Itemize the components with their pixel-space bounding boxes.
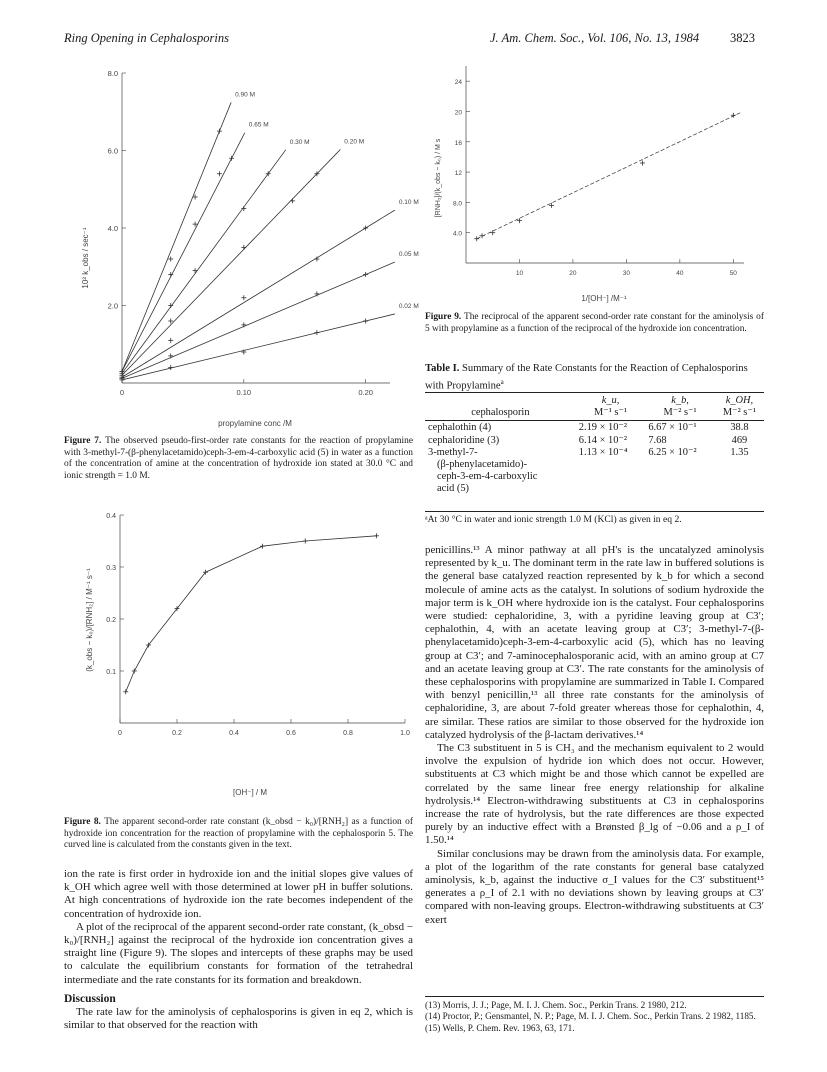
fitted-curve [126,536,377,692]
figure7-chart [70,58,420,433]
y-tick-label: 20 [454,109,462,117]
series-label: 0.20 M [344,138,365,146]
table-row: ceph-3-em-4-carboxylic [437,471,538,483]
x-tick-label: 50 [729,270,737,277]
x-tick-label: 0.6 [286,730,296,737]
table1-title [425,363,764,393]
x-tick-label: 20 [569,270,577,277]
figure8-y-axis-label: (k_obs − k₀)/[RNH₂] / M⁻¹ s⁻¹ [85,568,94,672]
x-tick-label: 0.10 [236,388,252,397]
table1-title-text: Summary of the Rate Constants for the Reaction of Cephalosporins with Propylamine [425,363,748,392]
table-header-row [425,395,764,419]
y-tick-label: 0.3 [106,565,116,572]
table-rule-top [425,392,764,393]
series-line [122,262,395,378]
footnote-15: (15) Wells, P. Chem. Rev. 1963, 63, 171. [425,1022,575,1033]
figure8-caption-text: The apparent second-order rate constant (k_obsd − k₀)/[RNH₂] as a function of hydroxide ion concentration for the reaction of propylamine with the cephalosporin 5. The curved line is calculated from the constants given in the text. [64,817,413,851]
figure7-caption-text: The observed pseudo-first-order rate constants for the reaction of propylamine with 3-methyl-7-(β-phenylacetamido)ceph-3-em-4-carboxylic acid (5) in water as a function of the concentration of amine at the concentration of hydroxide ion stated at 30.0 °C and ionic strength = 1.0 M. [64,436,413,481]
fitted-line [477,112,742,239]
figure7-x-axis-label: propylamine conc /M [218,419,292,428]
page-number: 3823 [730,31,755,45]
y-tick-label: 12 [454,170,462,178]
table1 [425,395,764,496]
figure9-chart [424,58,764,308]
footnote-rule [425,996,764,997]
x-tick-label: 40 [676,270,684,277]
x-tick-label: 0.2 [172,730,182,737]
x-tick-label: 0.8 [343,730,353,737]
figure7-y-axis-label: 10² k_obs / sec⁻¹ [81,227,90,289]
figure7-caption-label: Figure 7. [64,436,102,446]
y-tick-label: 8.0 [452,200,462,208]
table-row: cephaloridine (3) 6.14 × 10⁻² 7.68 469 [428,434,748,446]
figure8-axes [106,513,410,737]
table-row: (β-phenylacetamido)- [437,459,528,471]
journal-citation: J. Am. Chem. Soc., Vol. 106, No. 13, 1984 [490,31,700,45]
figure9-x-axis-label: 1/[OH⁻] /M⁻¹ [581,294,627,303]
table-row: 3-methyl-7- 1.13 × 10⁻⁴ 6.25 × 10⁻² 1.35 [428,446,749,458]
x-tick-label: 10 [515,270,524,277]
y-tick-label: 4.0 [452,230,462,238]
series-line [122,150,340,376]
series-label: 0.65 M [248,121,269,129]
figure8-caption [64,817,413,852]
table1-title-footnote-mark: a [500,377,504,386]
table-row: cephalothin (4) 2.19 × 10⁻² 6.67 × 10⁻¹ 38.8 [428,422,749,434]
table-header-cell: k_b, M⁻² s⁻¹ [663,395,697,419]
table-header-cell: cephalosporin [471,407,530,419]
table-header-cell: k_OH, M⁻² s⁻¹ [722,395,756,419]
figure9-axes [453,66,744,277]
footnote-14: (14) Proctor, P.; Gensmantel, N. P.; Page, M. I. J. Chem. Soc., Perkin Trans. 2 1982, 1185. [425,1011,756,1022]
x-tick-label: 0.20 [358,388,373,397]
y-tick-label: 16 [454,139,462,147]
figure8-caption-label: Figure 8. [64,817,101,827]
paragraph: A plot of the reciprocal of the apparent second-order rate constant, (k_obsd − k₀)/[RNH₂] against the reciprocal of the hydroxide ion concentration gives a straight line (Figure 9). The slopes and intercepts of these graphs may be used to calculate the equilibrium constants for formation of the tetrahedral intermediate and the rate constants for its formation and breakdown. [64,920,413,986]
right-column-text [425,544,764,927]
series-label: 0.30 M [289,138,310,146]
paragraph: The C3 substituent in 5 is CH₃ and the mechanism equivalent to 2 would involve the expulsion of hydride ion which does not occur. However, substituents at C3 which might be and those which cannot be expelled are correlated by the same linear free energy relationship for alkaline hydrolysis.¹⁴ Electron-withdrawing substituents at C3 in cephalosporins increase the rate of hydrolysis, but the rate differences are those expected purely by an inductive effect with a Brønsted β_lg of −0.06 and a ρ_I of 1.50.¹⁴ [425,742,764,847]
figure8-chart [70,505,420,800]
series-label: 0.02 M [398,302,419,310]
figure9-y-axis-label: [RNH₂]/(k_obs − k₀) / M s [435,138,442,218]
paragraph: Similar conclusions may be drawn from the aminolysis data. For example, a plot of the logarithm of the rate constants for general base catalyzed aminolysis, k_b, against the inductive σ_I values for the C3′ substituent¹⁵ generates a ρ_I of 2.1 with no deviations shown by leaving groups at C3′ compared with non-leaving groups. Electron-withdrawing substituents at C3′ exert [425,847,764,926]
table-rule-bottom [425,511,764,512]
y-tick-label: 8.0 [107,69,118,78]
table-row: acid (5) [437,483,470,495]
figure9-series [474,112,741,241]
figure8-x-axis-label: [OH⁻] / M [233,788,267,797]
series-label: 0.90 M [235,91,256,99]
paragraph: penicillins.¹³ A minor pathway at all pH's is the uncatalyzed aminolysis represented by k_u. The dominant term in the rate law in buffered solutions is the general base catalyzed reaction represented by k_b for which a second molecule of amine acts as the catalyst. In solutions of sodium hydroxide the major term is k_OH where hydroxide ion is the catalyst. Four cephalosporins were studied: cephaloridine, 3, with a pyridine leaving group at C3′; cephalothin, 4, with an acetate leaving group at C3′; 3-methyl-7-(β-phenylacetamido)ceph-3-em-4-carboxylic acid (5), which has no leaving group at C3′; and 7-aminocephalosporanic acid, with an amino group at C7 and an acetate leaving group at C3′. The rate constants for the aminolysis of these cephalosporins with propylamine are summarized in Table I. Compared with benzyl penicillin,¹³ all three rate constants for the aminolysis of cephaloridine, 3, are about 7-fold greater whereas those for cephalothin, 4, are similar. These ratios are similar to those observed for the hydroxide ion catalyzed hydrolysis of the β-lactam derivatives.¹⁴ [425,544,764,741]
x-tick-label: 0 [118,730,122,737]
paragraph: The rate law for the aminolysis of cephalosporins is given in eq 2, which is similar to that observed for the reaction with [64,1006,413,1032]
x-tick-label: 0 [119,388,125,397]
y-tick-label: 0.1 [106,669,116,676]
y-tick-label: 6.0 [107,146,118,156]
running-title: Ring Opening in Cephalosporins [64,31,229,45]
series-line [122,210,395,377]
table-header-cell: k_u, M⁻¹ s⁻¹ [594,395,628,419]
series-label: 0.05 M [398,251,419,259]
figure9-caption-text: The reciprocal of the apparent second-order rate constant for the aminolysis of 5 with propylamine as a function of the reciprocal of the hydroxide ion concentration. [425,312,764,334]
x-tick-label: 1.0 [400,730,410,737]
y-tick-label: 0.4 [106,513,116,520]
footnotes [425,1000,764,1034]
footnote-13: (13) Morris, J. J.; Page, M. I. J. Chem. Soc., Perkin Trans. 2 1980, 212. [425,1000,687,1010]
series-line [122,314,395,380]
figure9-caption-label: Figure 9. [425,312,462,322]
figure8-series [123,533,379,694]
paragraph: ion the rate is first order in hydroxide ion and the initial slopes give values of k_OH which agree well with those determined at lower pH in buffer solutions. At high concentrations of hydroxide ion the rate becomes independent of the concentration of hydroxide ion. [64,868,413,920]
figure9-caption [425,312,764,335]
x-tick-label: 0.4 [229,730,239,737]
table1-title-label: Table I. [425,363,460,374]
table1-footnote: ᵃAt 30 °C in water and ionic strength 1.0 M (KCl) as given in eq 2. [425,514,682,525]
y-tick-label: 2.0 [107,301,118,311]
figure7-axes [108,69,390,397]
series-line [122,150,286,374]
figure7-caption [64,436,413,482]
series-line [122,133,245,372]
left-column-text [64,868,413,1032]
figure7-series [120,91,419,382]
y-tick-label: 4.0 [107,224,118,233]
section-heading-discussion: Discussion [64,992,116,1005]
y-tick-label: 0.2 [106,617,116,624]
series-label: 0.10 M [398,199,419,207]
series-line [122,102,231,371]
table-rule-mid [425,420,764,421]
x-tick-label: 30 [622,270,631,277]
y-tick-label: 24 [454,79,462,87]
